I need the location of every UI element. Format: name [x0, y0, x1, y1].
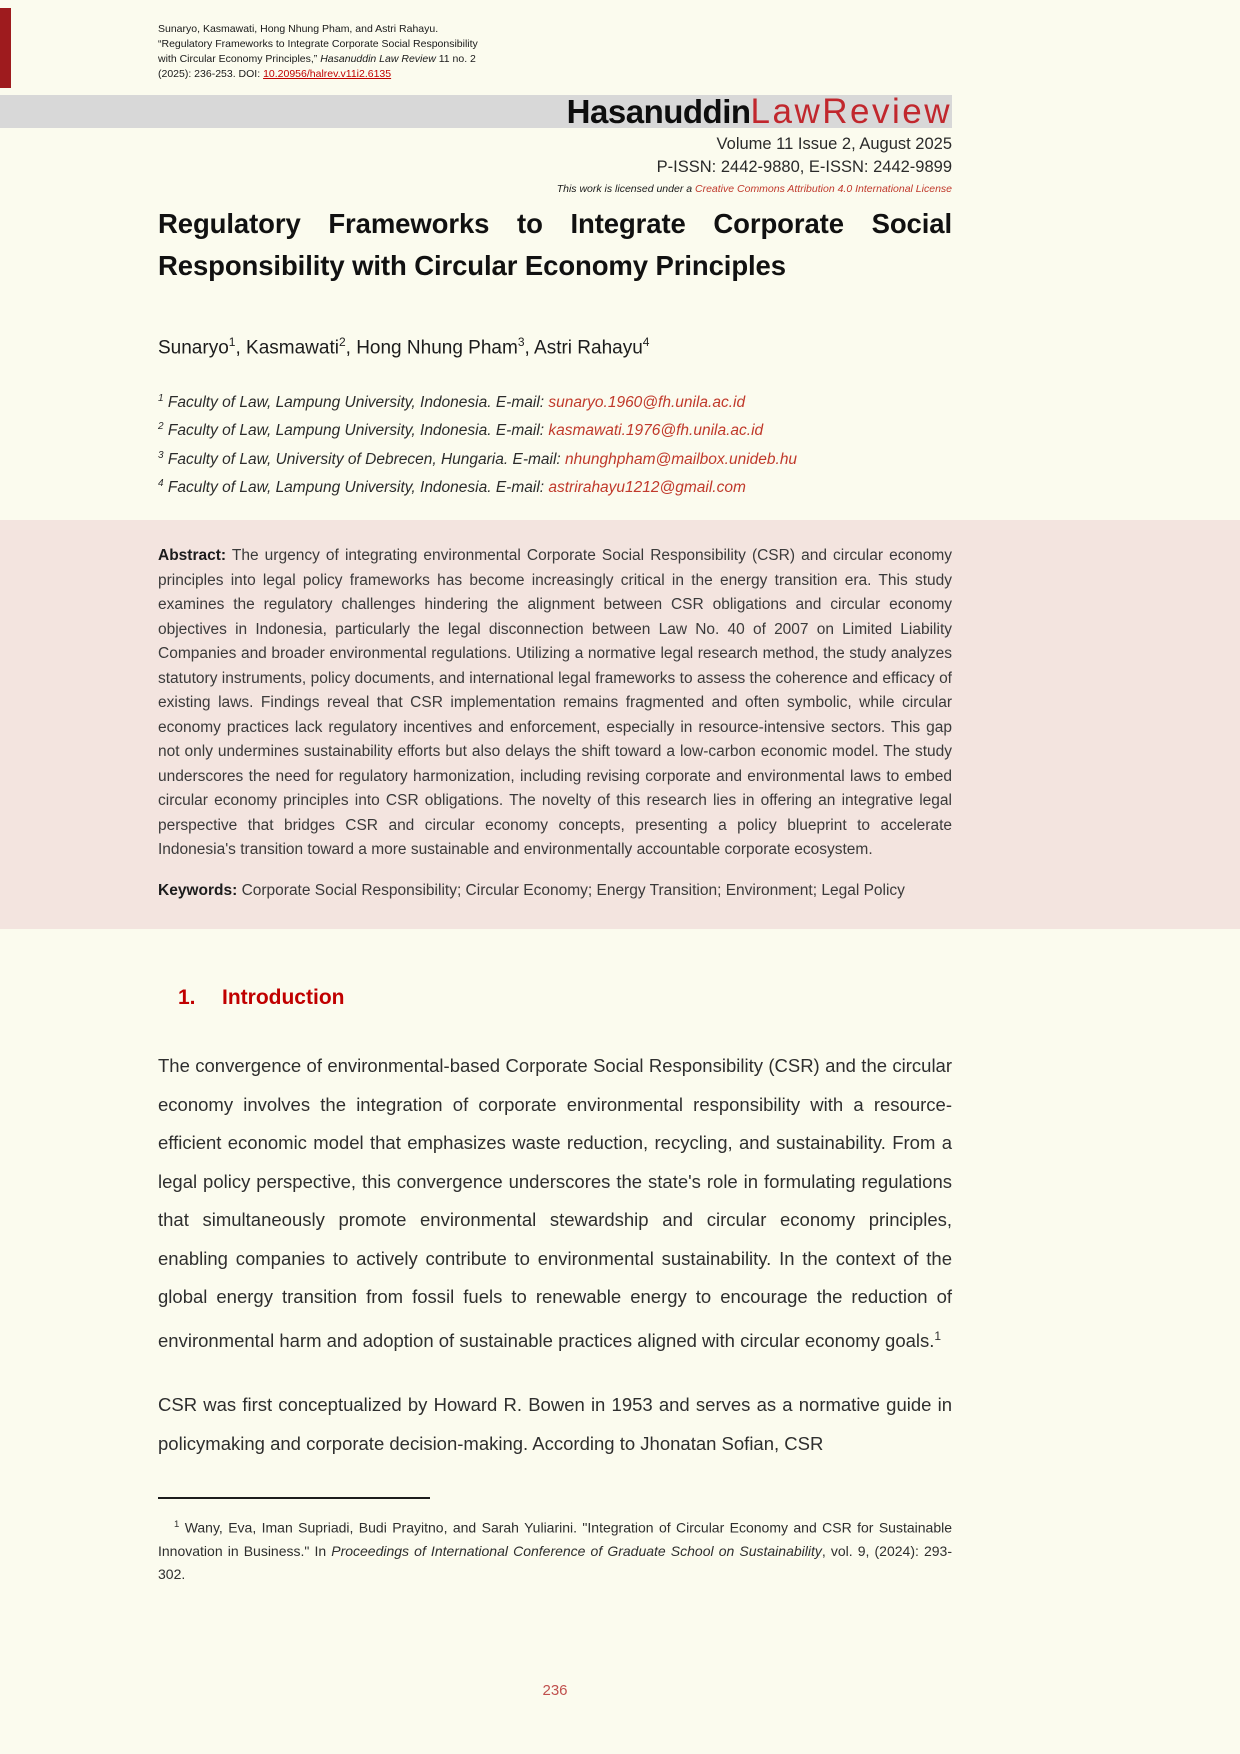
affiliation-email-link[interactable]: sunaryo.1960@fh.unila.ac.id — [548, 394, 746, 412]
citation-journal-name: Hasanuddin Law Review — [320, 53, 436, 65]
footnote-citation: Wany, Eva, Iman Supriadi, Budi Prayitno, and Sarah Yuliarini. "Integration of Circular Economy and CSR for Sustainable Innovation in Business." In — [158, 1519, 953, 1559]
author-affiliation-ref: 4 — [642, 335, 650, 349]
doi-link[interactable]: 10.20956/halrev.v11i2.6135 — [263, 68, 392, 80]
journal-name-secondary: LawReview — [750, 91, 952, 131]
affiliation-number: 2 — [158, 421, 164, 433]
citation-block — [158, 22, 492, 82]
affiliation-text: Faculty of Law, Lampung University, Indonesia. E-mail: — [167, 478, 549, 496]
section-title: Introduction — [222, 986, 345, 1009]
license-line — [392, 183, 952, 195]
corner-accent-bar — [0, 8, 11, 88]
affiliation-item — [158, 444, 952, 472]
paragraph-text: The convergence of environmental-based Corporate Social Responsibility (CSR) and the circular economy involves the integration of corporate environmental responsibility with a resource-efficient economic model that emphasizes waste reduction, recycling, and sustainability. From a legal policy perspective, this convergence underscores the state's role in formulating regulations that simultaneously promote environmental stewardship and circular economy principles, enabling companies to actively contribute to environmental sustainability. In the context of the global energy transition from fossil fuels to renewable energy to encourage the reduction of environmental harm and adoption of sustainable practices aligned with circular economy goals. — [158, 1055, 952, 1351]
author-affiliation-ref: 1 — [228, 335, 236, 349]
article-title: Regulatory Frameworks to Integrate Corporate Social Responsibility with Circular Economy Principles — [158, 208, 952, 281]
article-header — [158, 203, 952, 500]
affiliation-text: Faculty of Law, Lampung University, Indonesia. E-mail: — [167, 422, 549, 440]
footnote-reference[interactable]: 1 — [934, 1328, 942, 1343]
affiliation-email-link[interactable]: astrirahayu1212@gmail.com — [548, 478, 746, 496]
section-number: 1. — [178, 986, 196, 1009]
author-name: Sunaryo — [158, 337, 229, 359]
footnote-marker: 1 — [174, 1519, 180, 1531]
affiliation-item — [158, 387, 952, 415]
license-link[interactable]: Creative Commons Attribution 4.0 International License — [695, 183, 952, 195]
affiliation-item — [158, 472, 952, 500]
issn-line: P-ISSN: 2442-9880, E-ISSN: 2442-9899 — [656, 158, 952, 176]
author-separator: , — [235, 337, 247, 359]
abstract-text: The urgency of integrating environmental Corporate Social Responsibility (CSR) and circular economy principles into legal policy frameworks has become increasingly critical in the energy transition era. This study examines the regulatory challenges hindering the alignment between CSR obligations and circular economy objectives in Indonesia, particularly the legal disconnection between Law No. 40 of 2007 on Limited Liability Companies and broader environmental regulations. Utilizing a normative legal research method, the study analyzes statutory instruments, policy documents, and international legal frameworks to assess the coherence and efficacy of existing laws. Findings reveal that CSR implementation remains fragmented and often symbolic, while circular economy practices lack regulatory incentives and enforcement, especially in resource-intensive sectors. This gap not only undermines sustainability efforts but also delays the shift toward a low-carbon economic model. The study underscores the need for regulatory harmonization, including revising corporate and environmental laws to embed circular economy principles into CSR obligations. The novelty of this research lies in offering an integrative legal perspective that bridges CSR and circular economy concepts, presenting a policy blueprint to accelerate Indonesia's transition toward a more sustainable and environmentally accountable corporate ecosystem. — [158, 547, 952, 858]
keywords-text: Corporate Social Responsibility; Circular Economy; Energy Transition; Environment; Legal Policy — [241, 881, 905, 899]
affiliation-text: Faculty of Law, University of Debrecen, Hungaria. E-mail: — [167, 450, 566, 468]
affiliation-number: 1 — [158, 393, 164, 405]
footnote-text — [158, 1513, 952, 1586]
keywords-label: Keywords: — [158, 881, 238, 899]
affiliations-list — [158, 387, 952, 500]
section-heading — [158, 985, 952, 1011]
affiliation-text: Faculty of Law, Lampung University, Indonesia. E-mail: — [167, 394, 549, 412]
affiliation-email-link[interactable]: kasmawati.1976@fh.unila.ac.id — [548, 422, 764, 440]
abstract-label: Abstract: — [158, 547, 227, 564]
author-separator: , — [345, 337, 357, 359]
footnote-section — [158, 1497, 952, 1586]
body-paragraph — [158, 1047, 952, 1360]
author-affiliation-ref: 3 — [517, 335, 525, 349]
author-separator: , — [524, 337, 535, 359]
affiliation-item — [158, 415, 952, 443]
issue-meta — [392, 133, 952, 195]
abstract-paragraph — [158, 544, 952, 863]
affiliation-email-link[interactable]: nhunghpham@mailbox.unideb.hu — [565, 450, 798, 468]
abstract-section — [0, 520, 1240, 929]
masthead-band — [0, 91, 952, 131]
citation-text: Sunaryo, Kasmawati, Hong Nhung Pham, and Astri Rahayu. “Regulatory Frameworks to Integrate Corporate Social Responsibility with Circular Economy Principles,” — [158, 23, 478, 65]
footnote-separator — [158, 1497, 430, 1499]
author-affiliation-ref: 2 — [338, 335, 346, 349]
citation-text-cont: 11 no. 2 (2025): 236-253. DOI: — [158, 53, 476, 80]
body-paragraph: CSR was first conceptualized by Howard R. Bowen in 1953 and serves as a normative guide in policymaking and corporate decision-making. According to Jhonatan Sofian, CSR — [158, 1394, 952, 1454]
authors-line — [158, 335, 952, 359]
volume-line: Volume 11 Issue 2, August 2025 — [716, 135, 952, 153]
article-body — [158, 985, 952, 1586]
affiliation-number: 4 — [158, 477, 164, 489]
author-name: Hong Nhung Pham — [356, 337, 518, 359]
author-name: Astri Rahayu — [534, 337, 643, 359]
keywords-line — [158, 879, 952, 903]
license-prefix: This work is licensed under a — [556, 183, 695, 195]
page-number: 236 — [542, 1682, 568, 1699]
footnote-citation-cont: , vol. 9, (2024): 293-302. — [158, 1542, 952, 1582]
journal-name-primary: Hasanuddin — [566, 92, 751, 130]
footnote-proceedings-title: Proceedings of International Conference of Graduate School on Sustainability — [331, 1542, 822, 1559]
affiliation-number: 3 — [158, 449, 164, 461]
author-name: Kasmawati — [246, 337, 339, 359]
